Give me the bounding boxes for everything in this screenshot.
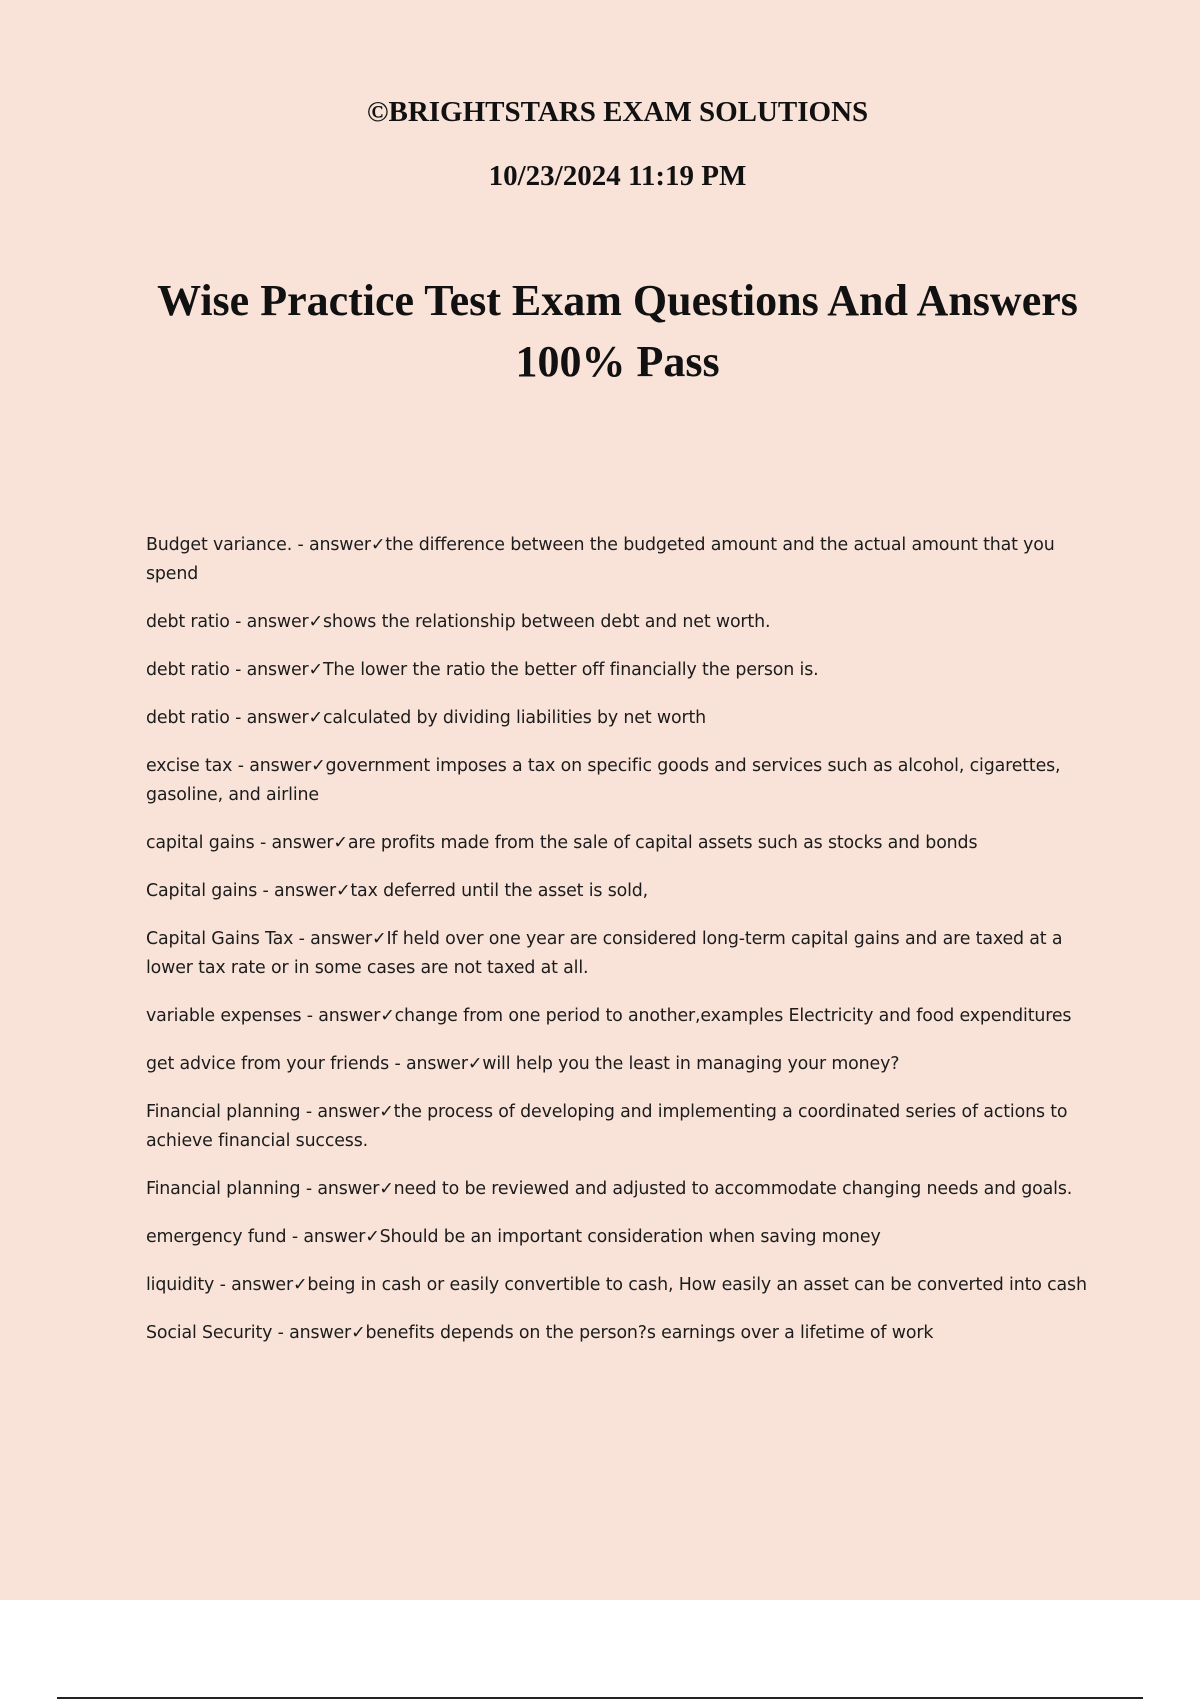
check-mark-icon: ✓ bbox=[372, 929, 387, 949]
check-mark-icon: ✓ bbox=[308, 612, 323, 632]
answer-separator: - answer bbox=[286, 1227, 366, 1247]
check-mark-icon: ✓ bbox=[308, 708, 323, 728]
qa-item bbox=[146, 608, 1096, 637]
brand-header: ©BRIGHTSTARS EXAM SOLUTIONS bbox=[366, 96, 869, 128]
qa-item bbox=[146, 877, 1096, 906]
check-mark-icon: ✓ bbox=[351, 1323, 366, 1343]
answer-separator: - answer bbox=[292, 535, 371, 555]
check-mark-icon: ✓ bbox=[308, 660, 323, 680]
qa-answer: change from one period to another,examples Electricity and food expenditures bbox=[394, 1006, 1072, 1026]
timestamp: 10/23/2024 11:19 PM bbox=[488, 160, 747, 192]
check-mark-icon: ✓ bbox=[379, 1179, 394, 1199]
qa-item bbox=[146, 1223, 1096, 1252]
qa-item bbox=[146, 1319, 1096, 1348]
check-mark-icon: ✓ bbox=[311, 756, 326, 776]
answer-separator: - answer bbox=[301, 1006, 381, 1026]
qa-item bbox=[146, 1098, 1096, 1156]
qa-term: Capital gains bbox=[146, 881, 258, 901]
qa-answer: Should be an important consideration when saving money bbox=[379, 1227, 881, 1247]
answer-separator: - answer bbox=[229, 708, 309, 728]
qa-term: debt ratio bbox=[146, 612, 230, 632]
qa-term: Budget variance. bbox=[146, 535, 293, 555]
qa-item bbox=[146, 704, 1096, 733]
qa-answer: need to be reviewed and adjusted to accommodate changing needs and goals. bbox=[393, 1179, 1073, 1199]
qa-answer: The lower the ratio the better off financially the person is. bbox=[322, 660, 819, 680]
footer-divider bbox=[57, 1697, 1143, 1699]
check-mark-icon: ✓ bbox=[292, 1275, 308, 1295]
qa-answer: the difference between the budgeted amount and the actual amount that you spend bbox=[146, 535, 1055, 584]
check-mark-icon: ✓ bbox=[333, 833, 348, 853]
qa-item bbox=[146, 752, 1096, 810]
answer-separator: - answer bbox=[229, 660, 309, 680]
answer-separator: - answer bbox=[272, 1323, 352, 1343]
answer-separator: - answer bbox=[232, 756, 312, 776]
answer-separator: - answer bbox=[257, 881, 336, 901]
qa-term: capital gains bbox=[146, 833, 255, 853]
qa-answer: tax deferred until the asset is sold, bbox=[350, 881, 649, 901]
qa-term: emergency fund bbox=[146, 1227, 287, 1247]
qa-term: Financial planning bbox=[146, 1179, 301, 1199]
qa-list bbox=[146, 531, 1096, 1367]
qa-answer: shows the relationship between debt and net worth. bbox=[322, 612, 771, 632]
qa-item bbox=[146, 656, 1096, 685]
qa-answer: the process of developing and implementing a coordinated series of actions to achieve financial success. bbox=[146, 1102, 1068, 1151]
qa-term: debt ratio bbox=[146, 660, 230, 680]
qa-term: get advice from your friends bbox=[146, 1054, 390, 1074]
qa-answer: government imposes a tax on specific goods and services such as alcohol, cigarettes, gasoline, and airline bbox=[146, 756, 1061, 805]
qa-item bbox=[146, 829, 1096, 858]
answer-separator: - answer bbox=[293, 929, 373, 949]
answer-separator: - answer bbox=[254, 833, 334, 853]
qa-answer: If held over one year are considered long-term capital gains and are taxed at a lower tax rate or in some cases are not taxed at all. bbox=[146, 929, 1063, 978]
qa-item bbox=[146, 1175, 1096, 1204]
answer-separator: - answer bbox=[214, 1275, 293, 1295]
qa-term: variable expenses bbox=[146, 1006, 302, 1026]
qa-term: Social Security bbox=[146, 1323, 273, 1343]
qa-item bbox=[146, 1050, 1096, 1079]
qa-item bbox=[146, 1271, 1096, 1300]
document-title: Wise Practice Test Exam Questions And Answers 100% Pass bbox=[157, 276, 1078, 386]
qa-answer: are profits made from the sale of capital assets such as stocks and bonds bbox=[347, 833, 978, 853]
check-mark-icon: ✓ bbox=[467, 1054, 483, 1074]
qa-answer: benefits depends on the person?s earnings over a lifetime of work bbox=[365, 1323, 934, 1343]
qa-answer: calculated by dividing liabilities by net worth bbox=[322, 708, 706, 728]
answer-separator: - answer bbox=[229, 612, 309, 632]
answer-separator: - answer bbox=[389, 1054, 468, 1074]
check-mark-icon: ✓ bbox=[370, 535, 386, 555]
check-mark-icon: ✓ bbox=[335, 881, 351, 901]
answer-separator: - answer bbox=[300, 1102, 380, 1122]
qa-item bbox=[146, 531, 1096, 589]
qa-answer: will help you the least in managing your money? bbox=[482, 1054, 900, 1074]
check-mark-icon: ✓ bbox=[380, 1006, 395, 1026]
qa-term: debt ratio bbox=[146, 708, 230, 728]
qa-item bbox=[146, 925, 1096, 983]
qa-item bbox=[146, 1002, 1096, 1031]
qa-term: Financial planning bbox=[146, 1102, 301, 1122]
qa-term: excise tax bbox=[146, 756, 233, 776]
check-mark-icon: ✓ bbox=[365, 1227, 380, 1247]
check-mark-icon: ✓ bbox=[379, 1102, 394, 1122]
qa-answer: being in cash or easily convertible to cash, How easily an asset can be converted into cash bbox=[307, 1275, 1087, 1295]
qa-term: liquidity bbox=[146, 1275, 215, 1295]
answer-separator: - answer bbox=[300, 1179, 380, 1199]
qa-term: Capital Gains Tax bbox=[146, 929, 294, 949]
